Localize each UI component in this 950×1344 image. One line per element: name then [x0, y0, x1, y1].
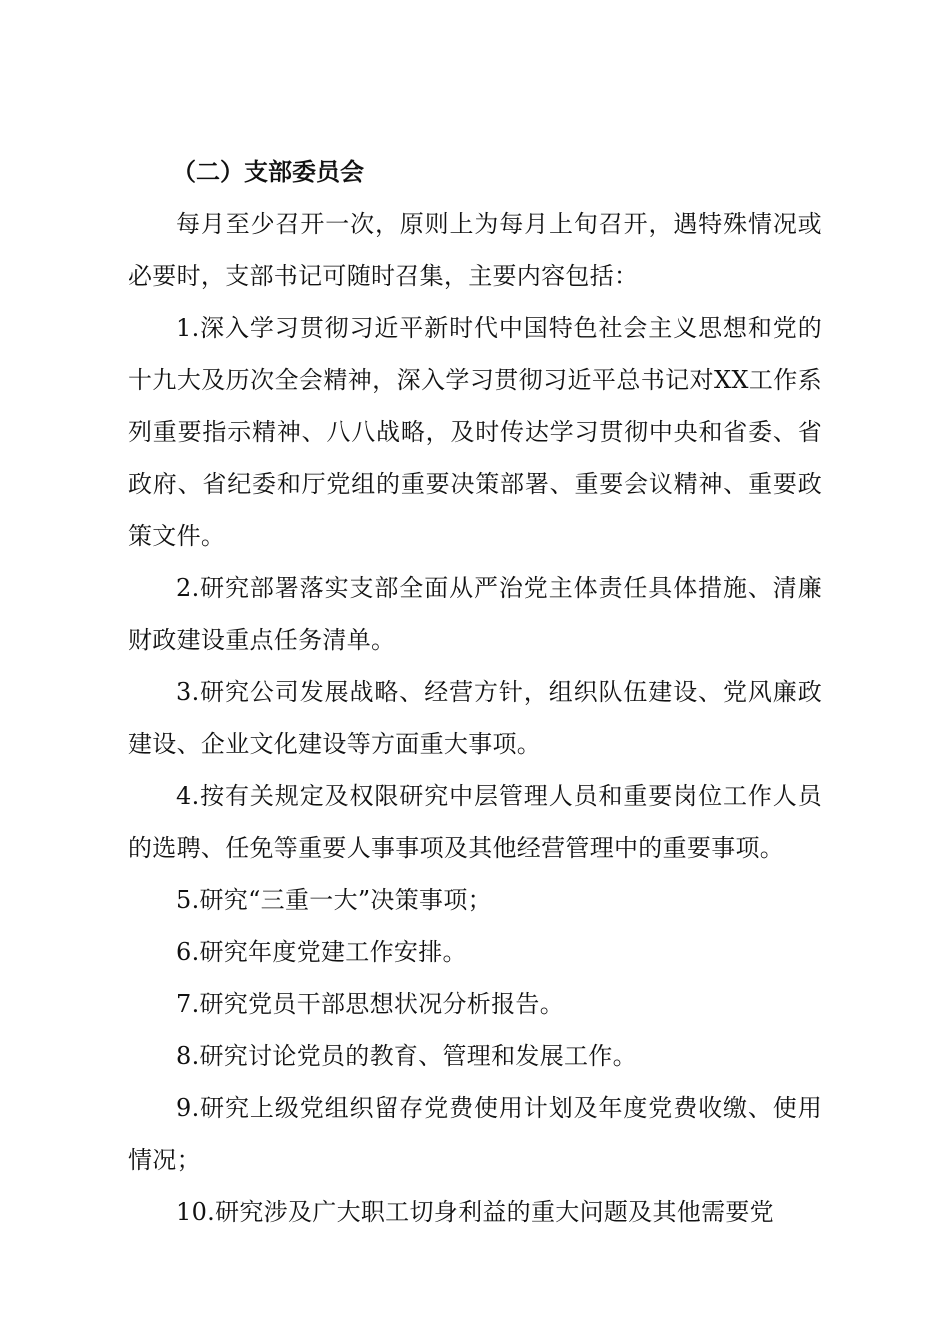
paragraph-item-6: 6.研究年度党建工作安排。	[176, 938, 467, 966]
paragraph-item-9: 9.研究上级党组织留存党费使用计划及年度党费收缴、使用情况；	[128, 1094, 822, 1174]
paragraph-item-2: 2.研究部署落实支部全面从严治党主体责任具体措施、清廉财政建设重点任务清单。	[128, 574, 822, 654]
paragraph-item-3: 3.研究公司发展战略、经营方针，组织队伍建设、党风廉政建设、企业文化建设等方面重大事项。	[128, 678, 822, 758]
paragraph-item-5: 5.研究“三重一大”决策事项；	[176, 886, 492, 914]
section-heading: （二）支部委员会	[172, 157, 364, 186]
document-body	[128, 146, 822, 1238]
paragraph-item-8: 8.研究讨论党员的教育、管理和发展工作。	[176, 1042, 637, 1070]
paragraph-item-7: 7.研究党员干部思想状况分析报告。	[176, 990, 564, 1018]
paragraph-item-4: 4.按有关规定及权限研究中层管理人员和重要岗位工作人员的选聘、任免等重要人事事项及其他经营管理中的重要事项。	[128, 782, 822, 862]
paragraph-item-10: 10.研究涉及广大职工切身利益的重大问题及其他需要党	[176, 1198, 774, 1226]
paragraph-item-1: 1.深入学习贯彻习近平新时代中国特色社会主义思想和党的十九大及历次全会精神，深入学习贯彻习近平总书记对XX工作系列重要指示精神、八八战略，及时传达学习贯彻中央和省委、省政府、省纪委和厅党组的重要决策部署、重要会议精神、重要政策文件。	[128, 314, 822, 550]
paragraph-intro: 每月至少召开一次，原则上为每月上旬召开，遇特殊情况或必要时，支部书记可随时召集，主要内容包括：	[128, 210, 822, 290]
